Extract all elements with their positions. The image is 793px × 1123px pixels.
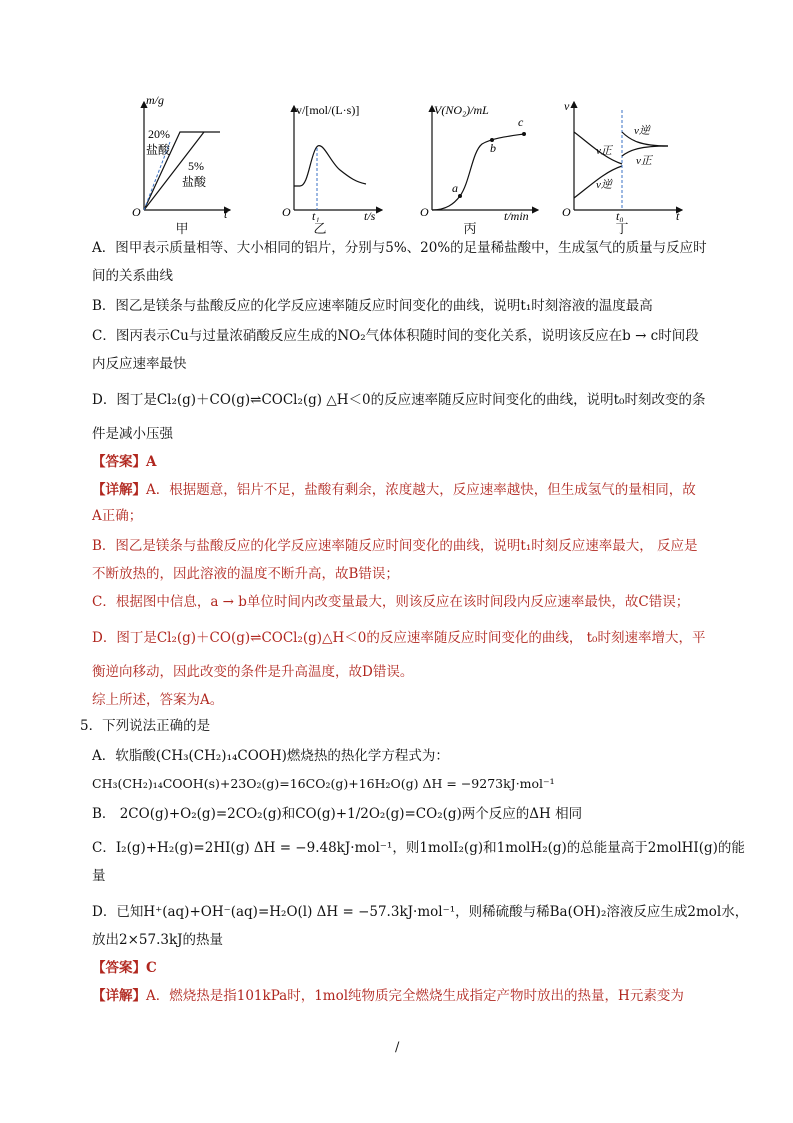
q5-answer: 【答案】C xyxy=(92,960,157,976)
ding-v-zheng-right: v正 xyxy=(636,155,652,167)
yi-ylabel: v/[mol/(L·s)] xyxy=(296,103,360,117)
jia-label-20b: 盐酸 xyxy=(146,143,171,157)
q4-explanation-line7: 衡逆向移动，因此改变的条件是升高温度，故D错误。 xyxy=(92,664,414,680)
page-number: / xyxy=(395,1040,400,1055)
ding-origin: O xyxy=(562,205,571,219)
q4-explanation-label: 【详解】 xyxy=(92,482,146,498)
q5-explanation-line1 xyxy=(92,986,684,1006)
figure-jia xyxy=(128,92,238,222)
caption-ding: 丁 xyxy=(615,222,629,237)
jia-ylabel: m/g xyxy=(146,93,164,107)
figure-row xyxy=(100,92,700,242)
ding-v-ni-right: v逆 xyxy=(634,125,650,137)
q5-option-d-line1: D．已知H⁺(aq)+OH⁻(aq)=H₂O(l) ΔH = −57.3kJ·mol⁻¹，则稀硫酸与稀Ba(OH)₂溶液反应生成2mol水， xyxy=(92,904,749,920)
ding-ylabel: v xyxy=(564,99,570,113)
bing-origin: O xyxy=(420,205,429,219)
jia-origin: O xyxy=(132,205,141,219)
q4-option-c-line1: C．图丙表示Cu与过量浓硝酸反应生成的NO₂气体体积随时间的变化关系，说明该反应在b → c时间段 xyxy=(92,328,699,344)
q5-option-a-line1: A．软脂酸(CH₃(CH₂)₁₄COOH)燃烧热的热化学方程式为： xyxy=(92,748,449,764)
q4-option-d-line1: D．图丁是Cl₂(g)＋CO(g)⇌COCl₂(g) △H＜0的反应速率随反应时间变化的曲线，说明t₀时刻改变的条 xyxy=(92,392,706,408)
q4-option-c-line2: 内反应速率最快 xyxy=(92,356,187,372)
bing-pa: a xyxy=(452,181,458,195)
caption-yi: 乙 xyxy=(313,222,327,237)
ding-tick: t₀ xyxy=(616,209,624,222)
q5-option-c-line2: 量 xyxy=(92,868,106,884)
yi-tick: t₁ xyxy=(312,209,320,222)
q4-explanation-line6: D．图丁是Cl₂(g)＋CO(g)⇌COCl₂(g)△H＜0的反应速率随反应时间变化的曲线， t₀时刻速率增大，平 xyxy=(92,630,706,646)
q4-explanation-line1 xyxy=(92,480,696,500)
q4-explanation-line5: C．根据图中信息，a → b单位时间内改变量最大，则该反应在该时间段内反应速率最快，故C错误； xyxy=(92,594,690,610)
q4-option-a-line2: 间的关系曲线 xyxy=(92,268,173,284)
bing-pb: b xyxy=(490,141,496,155)
q4-explanation-line2: A正确； xyxy=(92,508,143,524)
bing-pc: c xyxy=(518,115,524,129)
q4-option-d-line2: 件是减小压强 xyxy=(92,426,173,442)
yi-origin: O xyxy=(282,205,291,219)
ding-v-zheng-left: v正 xyxy=(596,145,612,157)
caption-bing: 丙 xyxy=(463,222,477,237)
ding-xlabel: t xyxy=(676,209,680,222)
q5-option-d-line2: 放出2×57.3kJ的热量 xyxy=(92,932,224,948)
q4-option-a-line1: A．图甲表示质量相等、大小相同的铝片，分别与5%、20%的足量稀盐酸中，生成氢气的质量与反应时 xyxy=(92,240,707,256)
q4-explanation-line3: B．图乙是镁条与盐酸反应的化学反应速率随反应时间变化的曲线，说明t₁时刻反应速率最大， 反应是 xyxy=(92,538,698,554)
q5-option-b: B． 2CO(g)+O₂(g)=2CO₂(g)和CO(g)+1/2O₂(g)=CO₂(g)两个反应的ΔH 相同 xyxy=(92,806,583,822)
q5-stem: 5．下列说法正确的是 xyxy=(80,718,211,734)
figure-bing xyxy=(418,100,543,222)
jia-xlabel: t xyxy=(224,207,228,221)
q4-answer: 【答案】A xyxy=(92,454,157,470)
q5-explanation-text1: A．燃烧热是指101kPa时，1mol纯物质完全燃烧生成指定产物时放出的热量，H元素变为 xyxy=(146,988,684,1004)
jia-label-5: 5% xyxy=(188,159,204,173)
yi-xlabel: t/s xyxy=(364,209,376,222)
q5-option-c-line1: C．I₂(g)+H₂(g)=2HI(g) ΔH = −9.48kJ·mol⁻¹，则1molI₂(g)和1molH₂(g)的总能量高于2molHI(g)的能 xyxy=(92,840,745,856)
ding-v-ni-left: v逆 xyxy=(596,179,612,191)
figure-ding xyxy=(560,96,690,222)
q4-explanation-text1: A．根据题意，铝片不足，盐酸有剩余，浓度越大，反应速率越快，但生成氢气的量相同，故 xyxy=(146,482,696,498)
bing-ylabel: V(NO₂)/mL xyxy=(434,103,489,117)
q5-explanation-label: 【详解】 xyxy=(92,988,146,1004)
q4-conclusion: 综上所述，答案为A。 xyxy=(92,692,224,708)
bing-xlabel: t/min xyxy=(504,209,529,222)
jia-label-20: 20% xyxy=(148,127,170,141)
figure-yi xyxy=(280,100,390,222)
caption-jia: 甲 xyxy=(175,222,189,237)
jia-label-5b: 盐酸 xyxy=(182,175,207,189)
q4-option-b: B．图乙是镁条与盐酸反应的化学反应速率随反应时间变化的曲线，说明t₁时刻溶液的温度最高 xyxy=(92,298,653,314)
q4-explanation-line4: 不断放热的，因此溶液的温度不断升高，故B错误； xyxy=(92,566,399,582)
q5-option-a-line2: CH₃(CH₂)₁₄COOH(s)+23O₂(g)=16CO₂(g)+16H₂O(g) ΔH = −9273kJ·mol⁻¹ xyxy=(92,776,555,791)
